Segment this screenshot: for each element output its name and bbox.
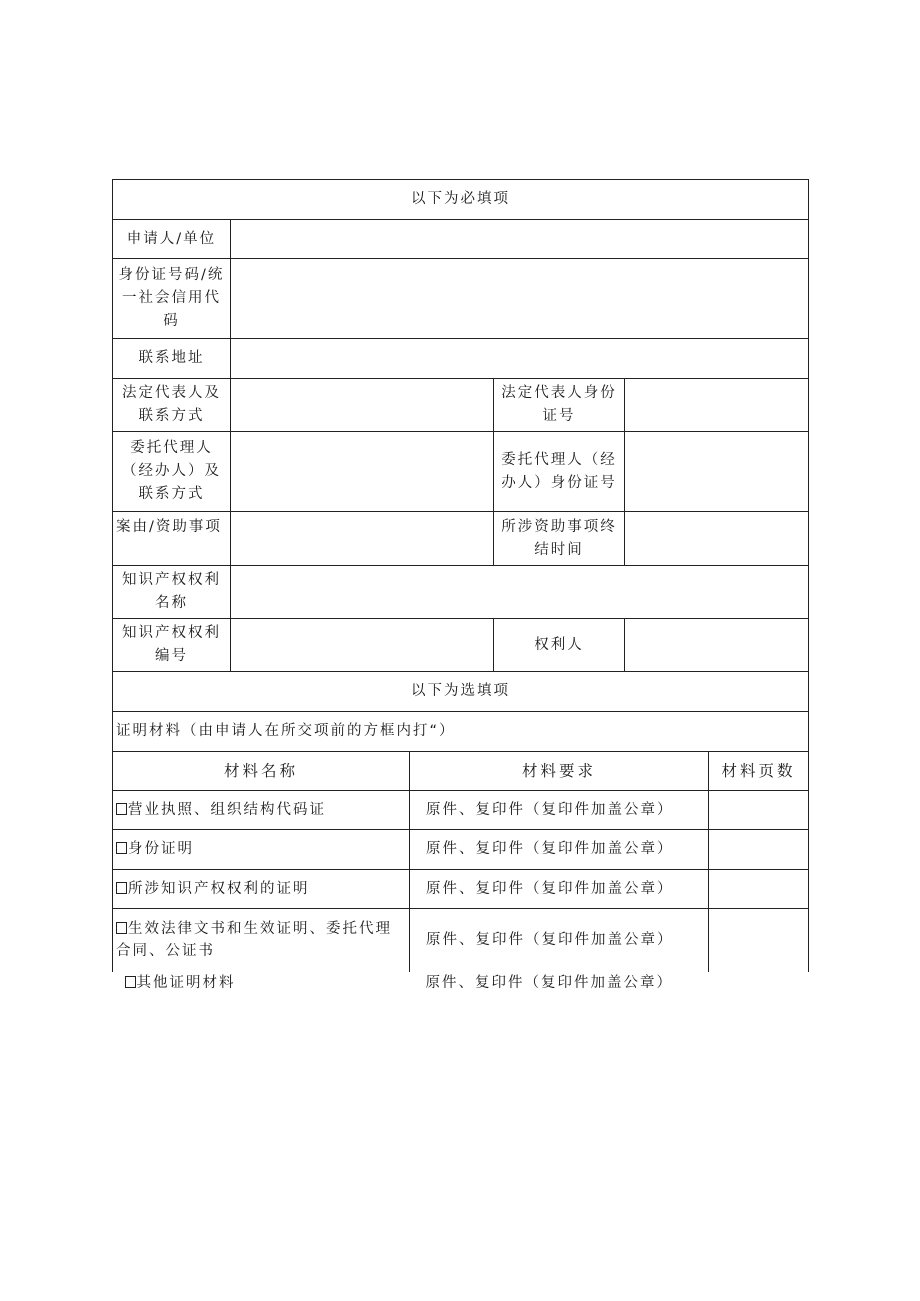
agent-input[interactable]: [231, 432, 494, 512]
end-time-input[interactable]: [625, 512, 809, 566]
materials-table: [112, 751, 809, 995]
id-code-input[interactable]: [231, 259, 809, 339]
applicant-input[interactable]: [231, 220, 809, 259]
id-code-label: 身份证号码/统一社会信用代码: [113, 259, 231, 339]
agent-label: 委托代理人（经办人）及联系方式: [113, 432, 231, 512]
required-fields-table: [112, 179, 809, 752]
optional-section-header: 以下为选填项: [113, 672, 809, 712]
ip-number-input[interactable]: [231, 619, 494, 672]
case-input[interactable]: [231, 512, 494, 566]
case-label: 案由/资助事项: [113, 512, 231, 566]
checkbox-icon[interactable]: [125, 976, 136, 988]
material-name: 其他证明材料: [136, 974, 236, 991]
material-requirement: 原件、复印件（复印件加盖公章）: [425, 974, 673, 991]
material-row-name: [113, 909, 410, 972]
checkbox-icon[interactable]: [116, 882, 127, 894]
ip-name-input[interactable]: [231, 566, 809, 619]
checkbox-icon[interactable]: [116, 922, 127, 934]
material-page-count-input[interactable]: [709, 972, 809, 995]
material-requirement: 原件、复印件（复印件加盖公章）: [410, 870, 709, 909]
ip-number-label: 知识产权权利编号: [113, 619, 231, 672]
material-name: 营业执照、组织结构代码证: [128, 801, 326, 818]
ip-name-label: 知识产权权利名称: [113, 566, 231, 619]
material-page-count-input[interactable]: [709, 830, 809, 870]
end-time-label: 所涉资助事项终结时间: [494, 512, 625, 566]
material-requirement: 原件、复印件（复印件加盖公章）: [410, 909, 709, 972]
material-name: 所涉知识产权权利的证明: [128, 880, 310, 897]
col-header-requirement: 材料要求: [410, 752, 709, 791]
material-page-count-input[interactable]: [709, 909, 809, 972]
agent-id-input[interactable]: [625, 432, 809, 512]
right-holder-input[interactable]: [625, 619, 809, 672]
material-row-name: [113, 791, 410, 830]
agent-id-label: 委托代理人（经办人）身份证号: [494, 432, 625, 512]
material-row-name: [113, 972, 410, 995]
application-form: [112, 179, 808, 995]
material-requirement: 原件、复印件（复印件加盖公章）: [410, 830, 709, 870]
material-page-count-input[interactable]: [709, 870, 809, 909]
address-label: 联系地址: [113, 339, 231, 379]
address-input[interactable]: [231, 339, 809, 379]
col-header-page-count: 材料页数: [709, 752, 809, 791]
legal-rep-label: 法定代表人及联系方式: [113, 379, 231, 432]
checkbox-icon[interactable]: [116, 842, 127, 854]
applicant-label: 申请人/单位: [113, 220, 231, 259]
right-holder-label: 权利人: [494, 619, 625, 672]
legal-rep-id-input[interactable]: [625, 379, 809, 432]
evidence-note: 证明材料（由申请人在所交项前的方框内打“）: [113, 712, 809, 752]
legal-rep-id-label: 法定代表人身份证号: [494, 379, 625, 432]
material-row-name: [113, 870, 410, 909]
material-row-name: [113, 830, 410, 870]
required-section-header: 以下为必填项: [113, 180, 809, 220]
checkbox-icon[interactable]: [116, 803, 127, 815]
material-name: 生效法律文书和生效证明、委托代理合同、公证书: [116, 921, 392, 960]
col-header-material-name: 材料名称: [113, 752, 410, 791]
material-requirement: 原件、复印件（复印件加盖公章）: [410, 791, 709, 830]
legal-rep-input[interactable]: [231, 379, 494, 432]
material-page-count-input[interactable]: [709, 791, 809, 830]
material-name: 身份证明: [128, 841, 194, 857]
